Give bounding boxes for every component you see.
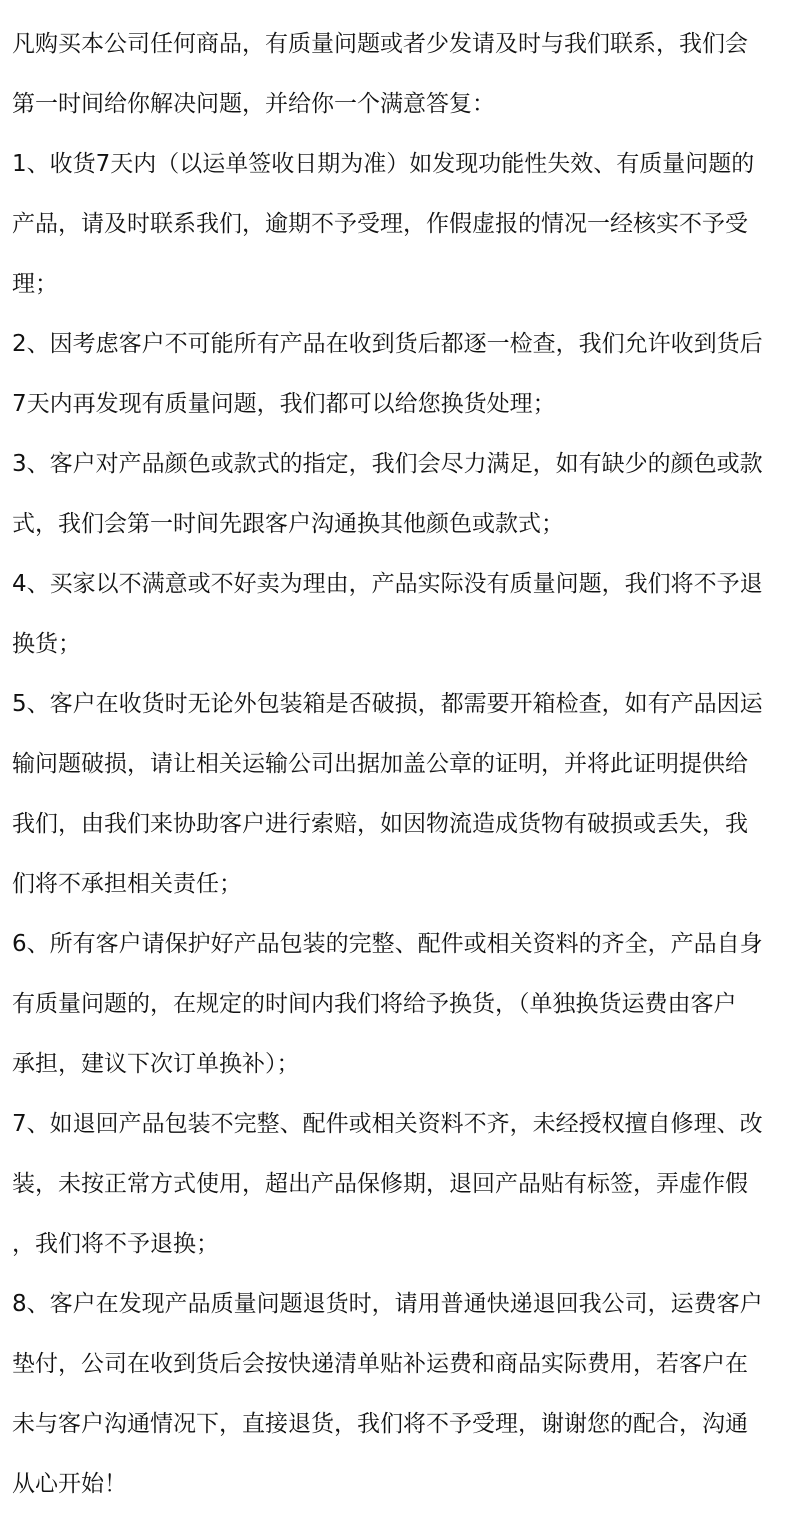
policy-text-line: 6、所有客户请保护好产品包装的完整、配件或相关资料的齐全，产品自身 bbox=[12, 931, 763, 957]
policy-text-line: 8、客户在发现产品质量问题退货时，请用普通快递退回我公司，运费客户 bbox=[12, 1291, 763, 1317]
policy-text-line: 4、买家以不满意或不好卖为理由，产品实际没有质量问题，我们将不予退 bbox=[12, 571, 763, 597]
policy-text-line: 凡购买本公司任何商品，有质量问题或者少发请及时与我们联系，我们会 bbox=[12, 31, 748, 57]
policy-text-line: 2、因考虑客户不可能所有产品在收到货后都逐一检查，我们允许收到货后 bbox=[12, 331, 763, 357]
policy-text-line: 式，我们会第一时间先跟客户沟通换其他颜色或款式； bbox=[12, 511, 564, 537]
policy-text-line: ，我们将不予退换； bbox=[12, 1231, 219, 1257]
policy-text-line: 们将不承担相关责任； bbox=[12, 871, 242, 897]
policy-text-line: 第一时间给你解决问题，并给你一个满意答复： bbox=[12, 91, 495, 117]
policy-text-line: 未与客户沟通情况下，直接退货，我们将不予受理，谢谢您的配合，沟通 bbox=[12, 1411, 748, 1437]
policy-text-line: 1、收货7天内（以运单签收日期为准）如发现功能性失效、有质量问题的 bbox=[12, 151, 755, 177]
policy-text-line: 承担，建议下次订单换补）； bbox=[12, 1051, 300, 1077]
policy-text-line: 产品，请及时联系我们，逾期不予受理，作假虚报的情况一经核实不予受 bbox=[12, 211, 748, 237]
policy-text-line: 7、如退回产品包装不完整、配件或相关资料不齐，未经授权擅自修理、改 bbox=[12, 1111, 763, 1137]
policy-text-line: 垫付，公司在收到货后会按快递清单贴补运费和商品实际费用，若客户在 bbox=[12, 1351, 748, 1377]
policy-text-line: 理； bbox=[12, 271, 58, 297]
policy-text-line: 装，未按正常方式使用，超出产品保修期，退回产品贴有标签，弄虚作假 bbox=[12, 1171, 748, 1197]
policy-text-line: 从心开始！ bbox=[12, 1471, 127, 1497]
policy-text-line: 我们，由我们来协助客户进行索赔，如因物流造成货物有破损或丢失，我 bbox=[12, 811, 748, 837]
policy-text-line: 3、客户对产品颜色或款式的指定，我们会尽力满足，如有缺少的颜色或款 bbox=[12, 451, 763, 477]
policy-text-line: 有质量问题的，在规定的时间内我们将给予换货，（单独换货运费由客户 bbox=[12, 991, 737, 1017]
policy-text-line: 输问题破损，请让相关运输公司出据加盖公章的证明，并将此证明提供给 bbox=[12, 751, 748, 777]
policy-text-line: 5、客户在收货时无论外包装箱是否破损，都需要开箱检查，如有产品因运 bbox=[12, 691, 763, 717]
policy-text-line: 7天内再发现有质量问题，我们都可以给您换货处理； bbox=[12, 391, 556, 417]
policy-text-line: 换货； bbox=[12, 631, 81, 657]
